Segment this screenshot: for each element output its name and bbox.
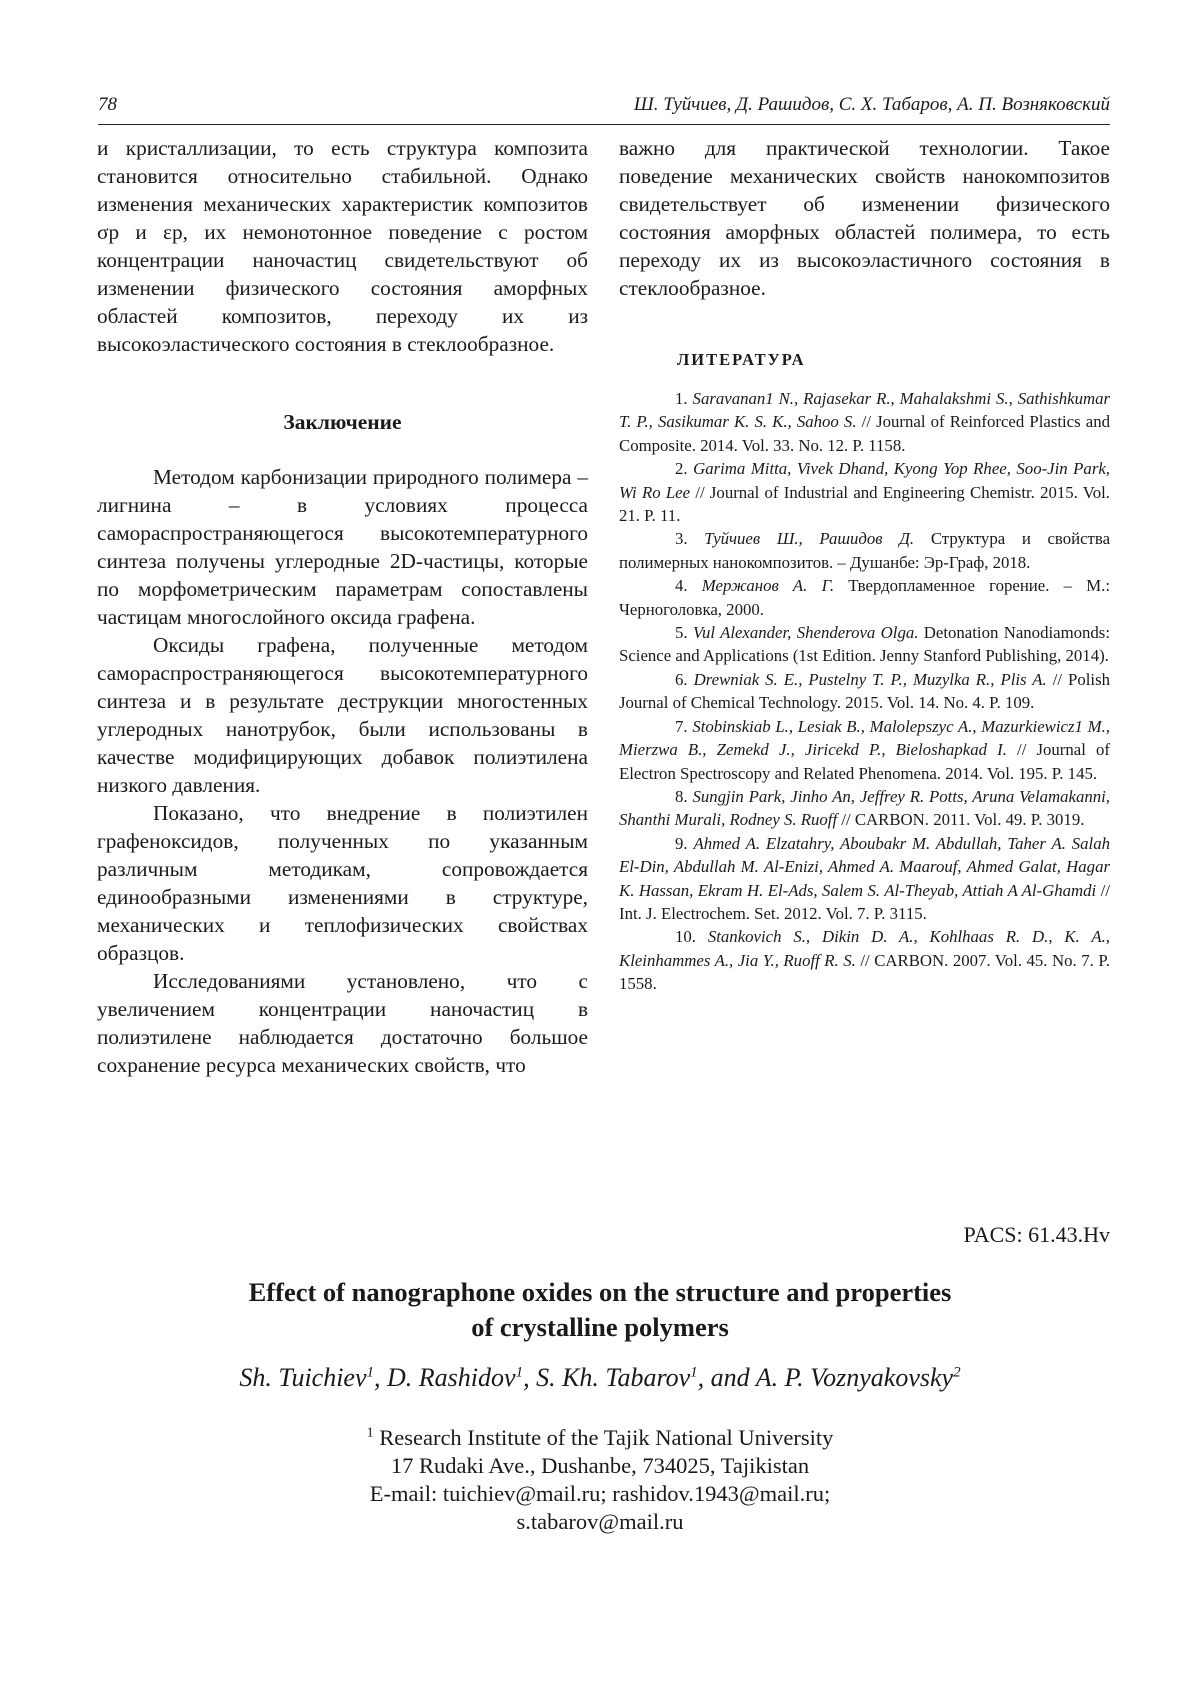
reference-item: 2. Garima Mitta, Vivek Dhand, Kyong Yop Rhee, Soo-Jin Park, Wi Ro Lee // Journal of Industrial and Engineering Chemistr. 2015. Vol. 21. P. 11. — [619, 457, 1110, 527]
body-paragraph: Показано, что внедрение в полиэтилен графеноксидов, полученных по указанным различным методикам, сопровождается единообразными изменениями в структуре, механических и теплофизических свойствах образцов. — [97, 799, 588, 967]
page-number: 78 — [98, 94, 117, 116]
reference-item: 5. Vul Alexander, Shenderova Olga. Detonation Nanodiamonds: Science and Applications (1st Edition. Jenny Stanford Publishing, 2014). — [619, 621, 1110, 668]
right-column — [619, 134, 1110, 996]
reference-item: 7. Stobinskiab L., Lesiak B., Malolepszyc A., Mazurkiewicz1 M., Mierzwa B., Zemekd J., Jiricekd P., Bieloshapkad I. // Journal of Electron Spectroscopy and Related Phenomena. 2014. Vol. 195. P. 145. — [619, 715, 1110, 785]
reference-list — [619, 387, 1110, 996]
english-title-line: Effect of nanographone oxides on the structure and properties — [150, 1275, 1050, 1310]
left-column — [97, 134, 588, 1079]
body-paragraph: Методом карбонизации природного полимера – лигнина – в условиях процесса самораспространяющегося высокотемпературного синтеза получены углеродные 2D-частицы, которые по морфометрическим параметрам сопоставлены частицам многослойного оксида графена. — [97, 463, 588, 631]
english-title-line: of crystalline polymers — [150, 1310, 1050, 1345]
english-title — [150, 1275, 1050, 1345]
page-header — [98, 90, 1110, 125]
author-name: D. Rashidov — [387, 1363, 516, 1392]
body-paragraph: и кристаллизации, то есть структура композита становится относительно стабильной. Однако изменения механических характеристик композитов σp и εp, их немонотонное поведение с ростом концентрации наночастиц свидетельствуют об изменении физического состояния аморфных областей композитов, переходу их из высокоэластического состояния в стеклообразное. — [97, 134, 588, 358]
reference-item: 3. Туйчиев Ш., Рашидов Д. Структура и свойства полимерных нанокомпозитов. – Душанбе: Эр-Граф, 2018. — [619, 527, 1110, 574]
reference-item: 1. Saravanan1 N., Rajasekar R., Mahalakshmi S., Sathishkumar T. P., Sasikumar K. S. K., Sahoo S. // Journal of Reinforced Plastics and Composite. 2014. Vol. 33. No. 12. P. 1158. — [619, 387, 1110, 457]
affiliation-institute: Research Institute of the Tajik National University — [379, 1425, 833, 1450]
conclusion-heading: Заключение — [97, 408, 588, 436]
reference-item: 10. Stankovich S., Dikin D. A., Kohlhaas R. D., K. A., Kleinhammes A., Jia Y., Ruoff R. S. // CARBON. 2007. Vol. 45. No. 7. P. 1558. — [619, 925, 1110, 995]
reference-item: 6. Drewniak S. E., Pustelny T. P., Muzylka R., Plis A. // Polish Journal of Chemical Technology. 2015. Vol. 14. No. 4. P. 109. — [619, 668, 1110, 715]
body-paragraph: Оксиды графена, полученные методом самораспространяющегося высокотемпературного синтеза и в результате деструкции многостенных углеродных нанотрубок, были использованы в качестве модифицирующих добавок полиэтилена низкого давления. — [97, 631, 588, 799]
reference-item: 4. Мержанов А. Г. Твердопламенное горение. – М.: Черноголовка, 2000. — [619, 574, 1110, 621]
affiliation: 1 Research Institute of the Tajik National University 17 Rudaki Ave., Dushanbe, 734025, Tajikistan E-mail: tuichiev@mail.ru; rashidov.1943@mail.ru; s.tabarov@mail.ru — [150, 1424, 1050, 1536]
body-paragraph: важно для практической технологии. Такое поведение механических свойств нанокомпозитов свидетельствует об изменении физического состояния аморфных областей полимера, то есть переходу их из высокоэластичного состояния в стеклообразное. — [619, 134, 1110, 302]
author-name: Sh. Tuichiev — [239, 1363, 366, 1392]
affiliation-address: 17 Rudaki Ave., Dushanbe, 734025, Tajikistan — [150, 1452, 1050, 1480]
author-name: A. P. Voznyakovsky — [756, 1363, 953, 1392]
affiliation-email: s.tabarov@mail.ru — [150, 1508, 1050, 1536]
body-paragraph: Исследованиями установлено, что с увеличением концентрации наночастиц в полиэтилене наблюдается достаточно большое сохранение ресурса механических свойств, что — [97, 967, 588, 1079]
english-authors: Sh. Tuichiev1, D. Rashidov1, S. Kh. Tabarov1, and A. P. Voznyakovsky2 — [100, 1363, 1100, 1393]
pacs-code: PACS: 61.43.Hv — [963, 1222, 1110, 1248]
references-heading: ЛИТЕРАТУРА — [677, 350, 1110, 370]
reference-item: 9. Ahmed A. Elzatahry, Aboubakr M. Abdullah, Taher A. Salah El-Din, Abdullah M. Al-Enizi, Ahmed A. Maarouf, Ahmed Galat, Hagar K. Hassan, Ekram H. El-Ads, Salem S. Al-Theyab, Attiah A Al-Ghamdi // Int. J. Electrochem. Set. 2012. Vol. 7. P. 3115. — [619, 832, 1110, 926]
affiliation-email: E-mail: tuichiev@mail.ru; rashidov.1943@mail.ru; — [150, 1480, 1050, 1508]
reference-item: 8. Sungjin Park, Jinho An, Jeffrey R. Potts, Aruna Velamakanni, Shanthi Murali, Rodney S. Ruoff // CARBON. 2011. Vol. 49. P. 3019. — [619, 785, 1110, 832]
running-head: Ш. Туйчиев, Д. Рашидов, С. Х. Табаров, А. П. Возняковский — [634, 94, 1110, 116]
author-name: S. Kh. Tabarov — [536, 1363, 690, 1392]
